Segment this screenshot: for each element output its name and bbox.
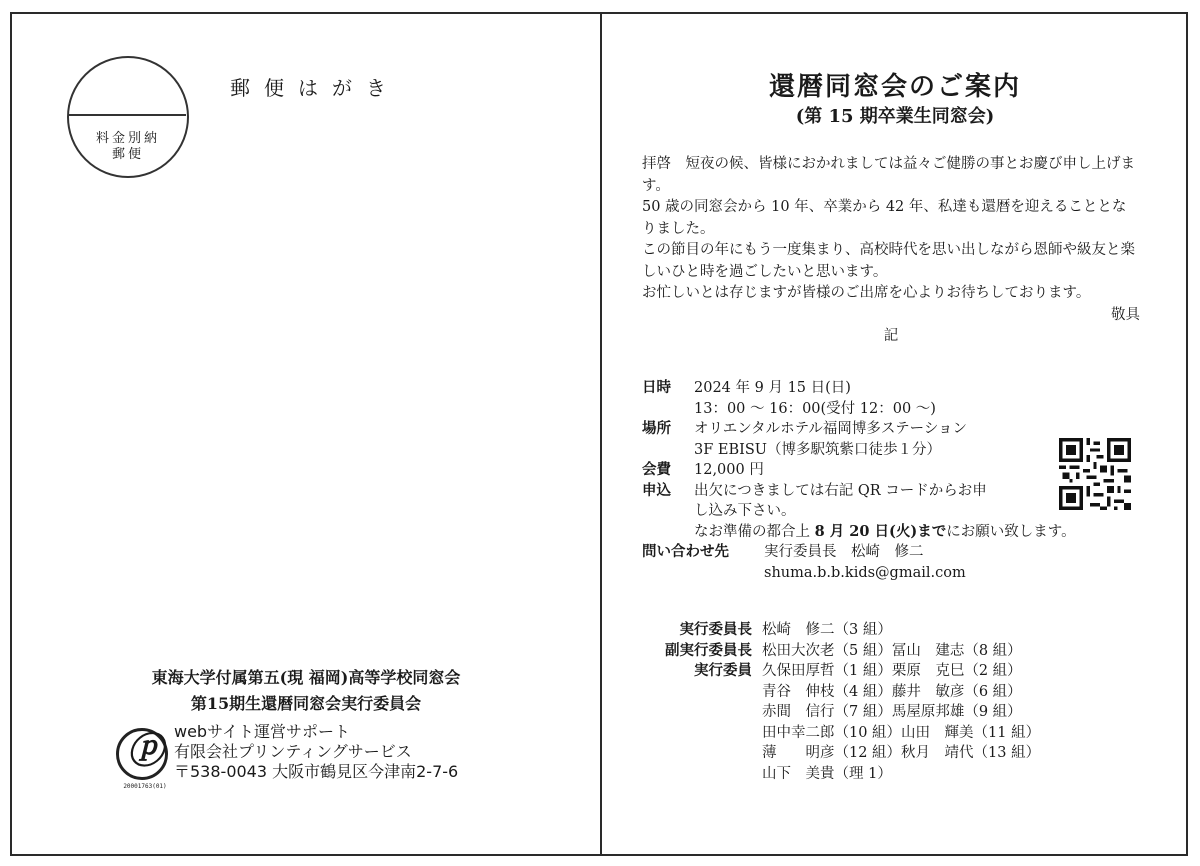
body-paragraph-3: この節目の年にもう一度集まり、高校時代を思い出しながら恩師や級友と楽しいひと時を過ごしたいと思います。 (642, 242, 1135, 280)
message-side (602, 14, 1188, 854)
member-line: 山下 美貴（理 1） (762, 765, 892, 782)
detail-contact (642, 542, 1142, 583)
closing-regards: 敬具 (1111, 306, 1140, 323)
place-label: 場所 (642, 420, 671, 437)
fee-value: 12,000 円 (694, 462, 764, 478)
member-line: 久保田厚哲（1 組）栗原 克巳（2 組） (762, 663, 1022, 679)
body-paragraph-2: 50 歳の同窓会から 10 年、卒業から 42 年、私達も還暦を迎えることとなりました。 (642, 199, 1127, 237)
member-line: 薄 明彦（12 組）秋月 靖代（13 組） (762, 745, 1041, 761)
time-value: 13：00 ～ 16：00(受付 12：00 ～) (694, 400, 936, 417)
chair-role: 実行委員長 (679, 621, 752, 638)
printer-info (174, 722, 458, 782)
apply-note-pre: なお準備の都合上 (694, 523, 815, 540)
date-label: 日時 (642, 379, 671, 396)
stamp-text-line2: 郵便 (111, 147, 144, 162)
apply-note-post: にお願い致します。 (946, 523, 1076, 540)
member-line: 田中幸二郎（10 組）山田 輝美（11 組） (762, 724, 1041, 741)
invitation-title: 還暦同窓会のご案内 (768, 72, 1021, 102)
committee-list (642, 620, 1142, 784)
committee-chair (642, 620, 1142, 641)
ki-heading: 記 (883, 328, 899, 344)
invitation-subtitle: (第 15 期卒業生同窓会) (795, 106, 995, 127)
printer-line1: webサイト運営サポート (174, 722, 350, 741)
stamp-text-line1: 料金別納 (95, 131, 160, 146)
body-paragraph-4: お忙しいとは存じますが皆様のご出席を心よりお待ちしております。 (642, 285, 1091, 301)
member-line: 赤間 信行（7 組）馬屋原邦雄（9 組） (762, 704, 1022, 720)
fee-label: 会費 (642, 461, 671, 478)
apply-note (694, 522, 1076, 543)
contact-label: 問い合わせ先 (642, 543, 729, 560)
place-room: 3F EBISU（博多駅筑紫口徒歩１分） (694, 441, 942, 458)
committee-vice (642, 641, 1142, 662)
privacy-mark-glyph: ⓟ (127, 731, 164, 772)
organizer-committee: 第15期生還暦同窓会実行委員会 (190, 694, 422, 713)
privacy-mark-icon (116, 726, 176, 790)
date-value: 2024 年 9 月 15 日(日) (694, 380, 851, 396)
postage-stamp-box (67, 56, 189, 206)
committee-members (642, 661, 1142, 784)
body-paragraph-1: 拝啓 短夜の候、皆様におかれましては益々ご健勝の事とお慶び申し上げます。 (642, 156, 1135, 194)
chair-member: 松崎 修二（3 組） (762, 622, 892, 638)
apply-label: 申込 (642, 481, 671, 499)
printer-line2: 有限会社プリンティングサービス (174, 742, 412, 761)
invitation-body (642, 154, 1140, 348)
member-line: 青谷 伸枝（4 組）藤井 敏彦（6 組） (762, 683, 1022, 700)
qr-code-icon[interactable] (1059, 438, 1131, 510)
contact-value: 実行委員長 松崎 修二 (764, 544, 924, 560)
vice-role: 副実行委員長 (665, 641, 752, 659)
apply-deadline: 8 月 20 日(火)まで (814, 522, 947, 540)
vice-members: 松田大次老（5 組）冨山 建志（8 組） (762, 642, 1022, 659)
detail-date (642, 378, 1142, 419)
apply-line1: 出欠につきましては右記 QR コードからお申 (694, 482, 987, 499)
contact-email[interactable]: shuma.b.b.kids@gmail.com (764, 564, 966, 581)
stamp-divider (68, 114, 186, 116)
address-side (12, 14, 600, 854)
apply-line2: し込み下さい。 (694, 503, 796, 519)
printer-address: 〒538-0043 大阪市鶴見区今津南2-7-6 (174, 762, 459, 781)
members-role: 実行委員 (694, 662, 752, 679)
privacy-mark-number: 20001763(01) (123, 783, 167, 790)
postcard-title: 郵便はがき (230, 76, 400, 100)
place-value: オリエンタルホテル福岡博多ステーション (694, 421, 968, 437)
organizer-name: 東海大学付属第五(現 福岡)高等学校同窓会 (151, 668, 461, 687)
